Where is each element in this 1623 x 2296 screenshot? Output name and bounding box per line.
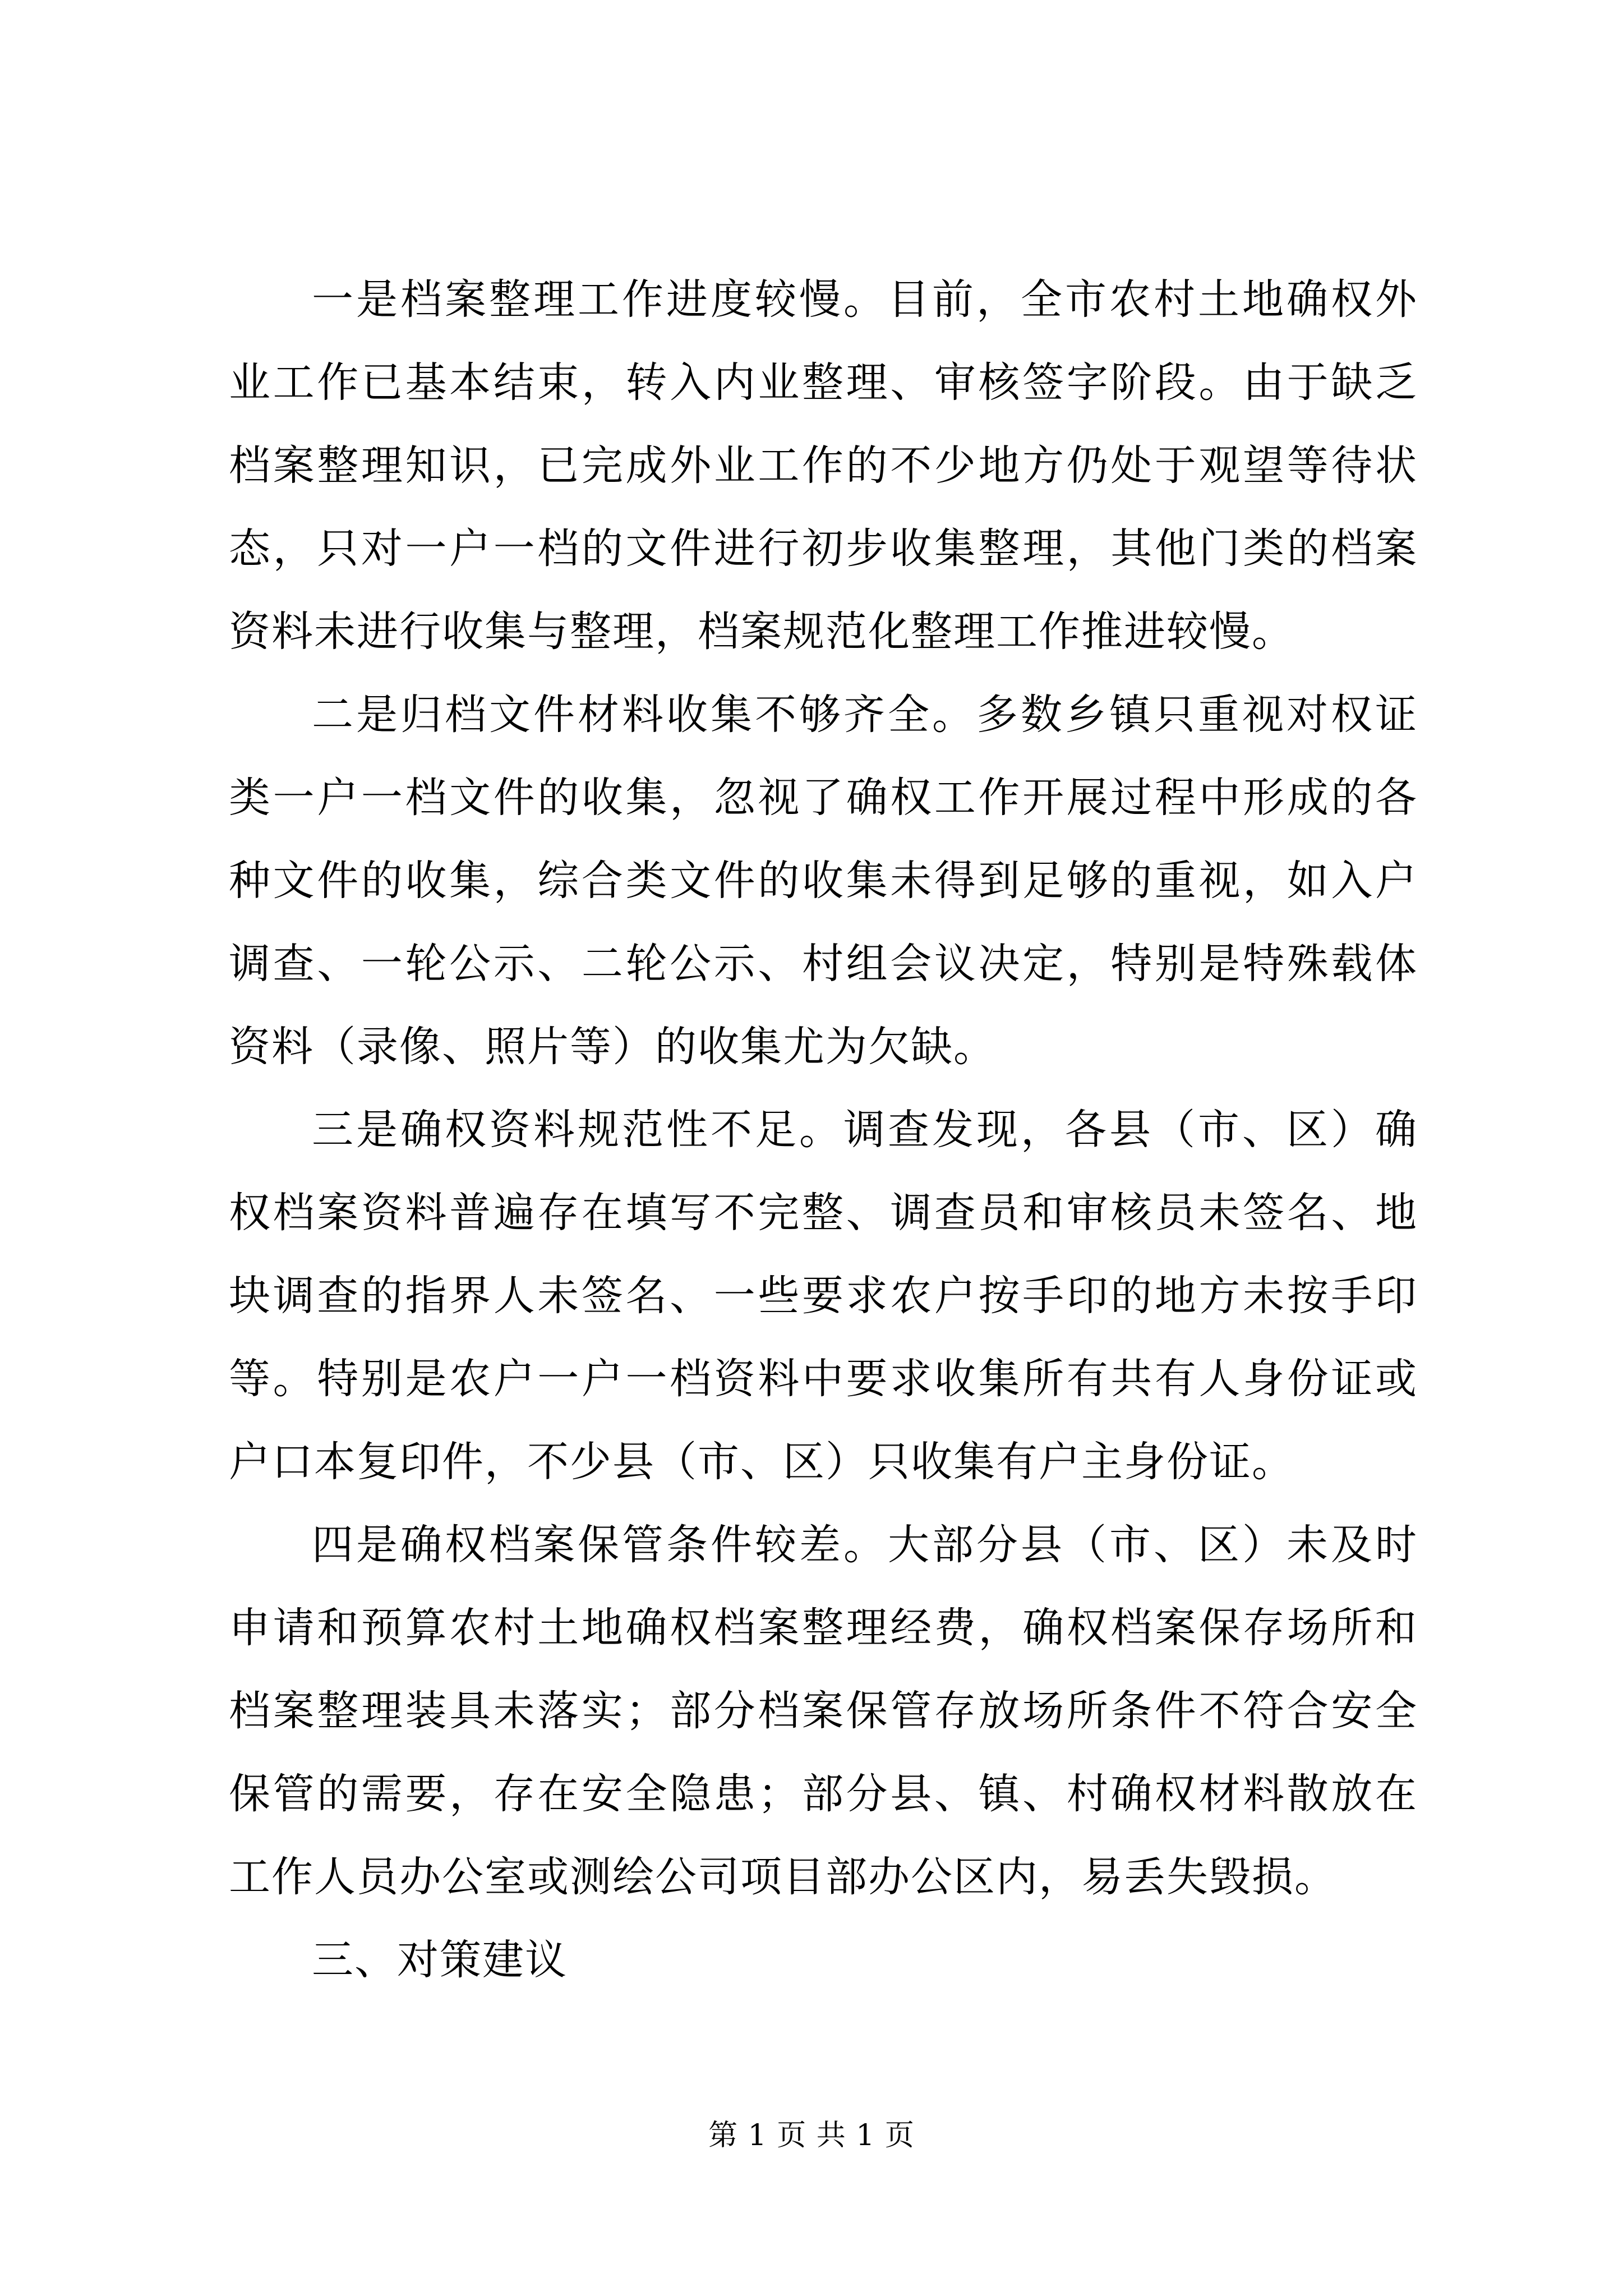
paragraph-archive-progress: 一是档案整理工作进度较慢。目前，全市农村土地确权外业工作已基本结束，转入内业整理、审核签字阶段。由于缺乏档案整理知识，已完成外业工作的不少地方仍处于观望等待状态，只对一户一档的文件进行初步收集整理，其他门类的档案资料未进行收集与整理，档案规范化整理工作推进较慢。 <box>229 275 1418 656</box>
paragraph-storage-conditions: 四是确权档案保管条件较差。大部分县（市、区）未及时申请和预算农村土地确权档案整理经费，确权档案保存场所和档案整理装具未落实；部分档案保管存放场所条件不符合安全保管的需要，存在安全隐患；部分县、镇、村确权材料散放在工作人员办公室或测绘公司项目部办公区内，易丢失毁损。 <box>229 1521 1418 1901</box>
page-footer: 第 1 页 共 1 页 <box>708 2119 915 2152</box>
section-heading-recommendations: 三、对策建议 <box>312 1936 568 1984</box>
document-body <box>229 258 1418 2001</box>
paragraph-standardization: 三是确权资料规范性不足。调查发现，各县（市、区）确权档案资料普遍存在填写不完整、调查员和审核员未签名、地块调查的指界人未签名、一些要求农户按手印的地方未按手印等。特别是农户一户一档资料中要求收集所有共有人身份证或户口本复印件，不少县（市、区）只收集有户主身份证。 <box>229 1106 1418 1486</box>
paragraph-collection-incomplete: 二是归档文件材料收集不够齐全。多数乡镇只重视对权证类一户一档文件的收集，忽视了确权工作开展过程中形成的各种文件的收集，综合类文件的收集未得到足够的重视，如入户调查、一轮公示、二轮公示、村组会议决定，特别是特殊载体资料（录像、照片等）的收集尤为欠缺。 <box>229 691 1418 1071</box>
